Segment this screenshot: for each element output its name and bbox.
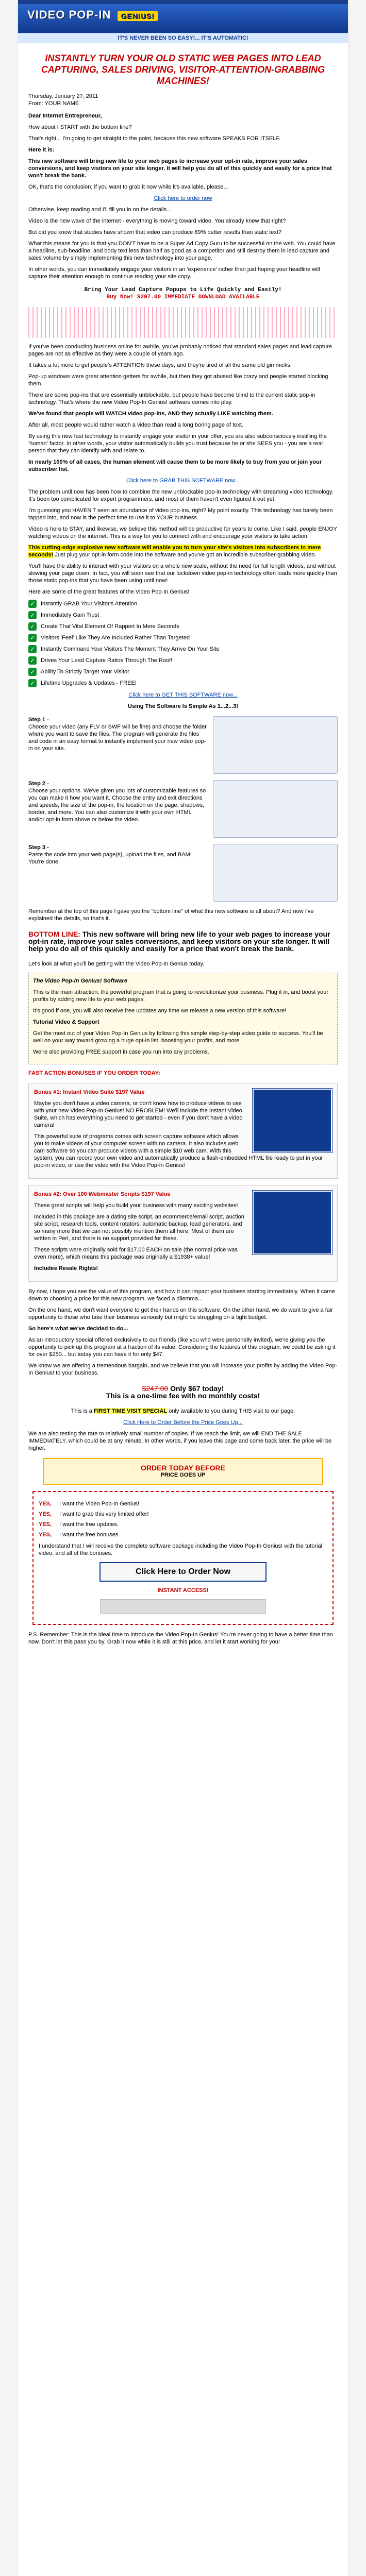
price-new: Only $67 today! xyxy=(170,1384,224,1393)
date: Thursday, January 27, 2011 xyxy=(28,93,98,99)
logo-genius: GENIUS! xyxy=(118,11,157,21)
features-list xyxy=(28,600,338,687)
order-item xyxy=(39,1500,327,1507)
bonus-2-p2: Included in this package are a dating site script, an ecommerce/email script, auction site script, research tools, content rotators, automatic backup, lead generators, and so many more that we can not possibly mention them all here. Most of them are written in Perl, and there is no support provided for these. xyxy=(34,1214,244,1242)
first-visit xyxy=(28,1408,338,1415)
intro-p1: That's right... I'm going to get straight to the point, because this new software SPEAKS FOR ITSELF. xyxy=(28,135,281,142)
first-visit-suffix: only available to you during THIS visit to our page. xyxy=(169,1408,295,1414)
step-1-label: Step 1 - xyxy=(28,717,49,723)
intro-p7: What this means for you is that you DON'T have to be a Super Ad Copy Guru to be successful on the web. You could have a headline, sub-headline, and body text less than half as good as a competitor and still destroy them in lead capture and sales volume by simply implementing this new technology into your page. xyxy=(28,241,336,261)
first-visit-prefix: This is a xyxy=(71,1408,92,1414)
closing-bold: So here's what we've decided to do... xyxy=(28,1326,128,1332)
banner-line1: ORDER TODAY BEFORE xyxy=(141,1464,225,1472)
bonus-1-price: $197 Value xyxy=(115,1089,145,1095)
feature-row xyxy=(28,611,338,619)
bonus-2-p4: Includes Resale Rights! xyxy=(34,1265,98,1272)
step-2 xyxy=(28,780,338,838)
price-line xyxy=(28,1385,338,1399)
header xyxy=(18,4,348,33)
problem-p6: Here are some of the great features of the Video Pop-In Genius! xyxy=(28,589,190,595)
bonus-1-p1: Maybe you don't have a video camera, or don't know how to produce videos to use with your new Video Pop-In Genius! NO PROBLEM! We'll include the Instant Video Suite, which has everything you need to get started - even if you don't have a video camera! xyxy=(34,1100,243,1128)
package-p1: This is the main attraction; the powerful program that is going to revolutionize your business. Plug it in, and boost your profits by adding new life to your web pages. xyxy=(33,989,328,1003)
step-3-screenshot xyxy=(213,844,338,902)
greeting: Dear Internet Entrepreneur, xyxy=(28,113,102,119)
bonus-1-p2: This powerful suite of programs comes with screen capture software which allows you to make videos of your computer screen with no camera. It also includes web cam software so you can produce videos with a simple $10 web cam. With this system, you can record your own video and automatically produce a flash-embedded HTML file ready to put in your pop-in video, or use the video with the Video Pop-In Genius! xyxy=(34,1133,323,1168)
closing-p2: On the one hand, we don't want everyone to get their hands on this software. On the other hand, we do want to give a fair opportunity to those who take their business seriously but might be struggling on a tight budget. xyxy=(28,1307,333,1320)
content xyxy=(18,43,348,1656)
step-1-text: Choose your video (any FLV or SWF will be fine) and choose the folder where you want to save the files. The program will generate the files and code in an easy format to instantly implement your new video pop-in on your site. xyxy=(28,724,207,752)
feature-row xyxy=(28,634,338,642)
intro-p2: Here it is: xyxy=(28,147,55,153)
bonus-1 xyxy=(28,1083,338,1179)
bonus-2-image xyxy=(253,1191,332,1255)
intro-p5: Video is the new wave of the internet - everything is moving toward video. You already knew that right? xyxy=(28,218,286,224)
middle-p3: Pop-up windows were great attention getters for awhile, but then they got abused like crazy and people started blocking them. xyxy=(28,374,328,387)
yes-label: YES, xyxy=(39,1511,52,1517)
grab-software-link[interactable]: Click here to GRAB THIS SOFTWARE now... xyxy=(126,478,240,484)
bonus-2-price: $197 Value xyxy=(141,1191,171,1197)
check-icon: ✓ xyxy=(28,656,37,665)
feature-row xyxy=(28,679,338,687)
package-subtitle: Tutorial Video & Support xyxy=(33,1019,99,1025)
pitch-main: Bring Your Lead Capture Popups to Life Quickly and Easily! xyxy=(84,287,282,293)
feature-text: Instantly Command Your Visitors The Moment They Arrive On Your Site xyxy=(41,646,220,652)
remember: Remember at the top of this page I gave you the "bottom line" of what this new software is all about? And now I've explained the details, so that's it. xyxy=(28,908,314,922)
problem-p1: The problem until now has been how to combine the new unblockable pop-in technology with streaming video technology. It's been too complicated for expert programmers, and most of them haven't even figured it out yet. xyxy=(28,489,334,502)
yes-label: YES, xyxy=(39,1521,52,1528)
intro-p4: Otherwise, keep reading and I'll fill you in on the details... xyxy=(28,207,172,213)
step-2-label: Step 2 - xyxy=(28,781,49,787)
from: From: YOUR NAME xyxy=(28,100,79,107)
page xyxy=(18,0,348,2576)
order-item-text: I want to grab this very limited offer! xyxy=(59,1511,149,1517)
steps xyxy=(28,716,338,902)
check-icon: ✓ xyxy=(28,679,37,687)
problem-p2: I'm guessing you HAVEN'T seen an abundance of video pop-ins, right? My point exactly. This technology has barely been tapped into, and now is the perfect time to use it to YOUR business. xyxy=(28,507,333,521)
check-icon: ✓ xyxy=(28,600,37,608)
package-title: The Video Pop-In Genius! Software xyxy=(33,978,127,984)
feature-text: Instantly GRAB Your Visitor's Attention xyxy=(41,601,138,607)
fast-action: FAST ACTION BONUSES IF YOU ORDER TODAY: xyxy=(28,1070,160,1076)
step-3-label: Step 3 - xyxy=(28,844,49,851)
order-item-text: I want the free updates. xyxy=(59,1521,119,1528)
price-old: $247.00 xyxy=(142,1384,169,1393)
order-item-text: I want the free bonuses. xyxy=(59,1532,120,1538)
price-limited: This is a one-time fee with no monthly costs! xyxy=(106,1392,260,1400)
problem-p5: You'll have the ability to interact with your visitors on a whole new scale, without the need for full length videos, and without slowing your page down. In fact, you will soon see that our lockdown video pop-in technology often loads more quickly than those static pop-ins that you have been using until now! xyxy=(28,563,337,584)
step-3-text: Paste the code into your web page(s), upload the files, and BAM! You're done. xyxy=(28,852,192,865)
feature-text: Drives Your Lead Capture Ratios Through The Roof! xyxy=(41,657,173,664)
intro-p3: OK, that's the conclusion; if you want to grab it now while it's available, please... xyxy=(28,184,228,190)
order-item-text: I want the Video Pop-In Genius! xyxy=(59,1501,140,1507)
header-logo xyxy=(27,8,158,22)
pitch-sub: Buy Now! $297.00 IMMEDIATE DOWNLOAD AVAILABLE xyxy=(106,294,260,300)
closing-p1: By now, I hope you see the value of this program, and how it can impact your business starting immediately. When it came down to choosing a price for this new program, we faced a dilemma... xyxy=(28,1289,335,1302)
middle-p6: By using this new fast technology to instantly engage your visitor in your offer, you are also subconsciously instilling the 'human' factor. In other words, your visitor automatically builds you trust because he or she SEES you - you are a real person that they can identify with and relate to. xyxy=(28,433,327,454)
feature-row xyxy=(28,645,338,653)
feature-text: Ability To Strictly Target Your Visitor xyxy=(41,669,129,675)
check-icon: ✓ xyxy=(28,668,37,676)
pitch-line xyxy=(28,286,338,301)
instant-access: INSTANT ACCESS! xyxy=(157,1587,209,1594)
order-item xyxy=(39,1511,327,1518)
bottom-line-text: This new software will bring new life to your web pages to increase your opt-in rate, improve your sales conversions, and keep visitors on your site longer. It will help you do all of this quickly and easily for a price that won't break the bank. xyxy=(28,930,330,953)
order-now-link-1[interactable]: Click here to order now xyxy=(154,195,212,201)
feature-text: Create That Vital Element Of Rapport In Mere Seconds xyxy=(41,623,179,630)
get-software-link[interactable]: Click here to GET THIS SOFTWARE now... xyxy=(128,692,238,698)
order-item xyxy=(39,1531,327,1538)
ps: P.S. Remember: This is the ideal time to introduce the Video Pop-In Genius! You're never going to have a better time than now. Don't let this pass you by. Grab it now while it is still at this price, and let it start working for you! xyxy=(28,1632,333,1645)
yes-label: YES, xyxy=(39,1532,52,1538)
package-p4: We're also providing FREE support in case you run into any problems. xyxy=(33,1049,209,1055)
intro-p8: In other words, you can immediately engage your visitors in an 'experience' rather than just hoping your headline will capture their attention enough to continue reading your site copy. xyxy=(28,266,320,280)
feature-text: Lifetime Upgrades & Updates - FREE! xyxy=(41,680,137,686)
step-2-screenshot xyxy=(213,780,338,838)
meta xyxy=(28,93,338,107)
package-p2: It's good if one, you will also receive free updates any time we release a new version of this software! xyxy=(33,1008,287,1014)
top-bar xyxy=(18,0,348,4)
problem-p3: Video is here to STAY, and likewise, we believe this method will be productive for years to come. Like I said, people ENJOY watching videos on the internet. This is a way for you to connect with and encourage your visitors to take action. xyxy=(28,526,337,539)
middle-p1: If you've been conducting business online for awhile, you've probably noticed that standard sales pages and lead capture pages are not as effective as they were a couple of years ago. xyxy=(28,344,332,357)
logo-main: VIDEO POP-IN xyxy=(27,8,111,21)
step-2-text: Choose your options. We've given you lots of customizable features so you can make it how you want it. Choose the entry and exit directions and speeds, the size of the pop-in, the location on the page, shadows, border, and more. You can also customize it with your own HTML and/or opt-in form above or below the video. xyxy=(28,788,206,823)
order-banner xyxy=(43,1458,323,1485)
intro-q1: How about I START with the bottom line? xyxy=(28,124,132,130)
bottom-line xyxy=(28,930,338,952)
check-icon: ✓ xyxy=(28,611,37,619)
closing-p3: As an introductory special offered exclusively to our friends (like you who were personally invited), we're giving you the opportunity to pick up this program at a fraction of its value. Considering the features of this program, we could be asking it for over $250... but today you can have it for only $47. xyxy=(28,1337,336,1358)
bonus-1-image xyxy=(253,1089,332,1153)
first-visit-highlight: FIRST TIME VISIT SPECIAL xyxy=(93,1408,168,1414)
middle-p7: In nearly 100% of all cases, the human element will cause them to be more likely to buy from you or join your subscriber list. xyxy=(28,459,322,472)
package-box xyxy=(28,973,338,1064)
yes-label: YES, xyxy=(39,1501,52,1507)
payment-badges xyxy=(100,1599,266,1614)
feature-text: Immediately Gain Trust xyxy=(41,612,99,618)
order-before-price-link[interactable]: Click Here to Order Before the Price Goes Up... xyxy=(123,1419,243,1426)
decorative-dots xyxy=(28,307,338,338)
tagline-bar: IT'S NEVER BEEN SO EASY!... IT'S AUTOMATIC! xyxy=(18,33,348,43)
bonus-2-p1: These great scripts will help you build your business with many exciting websites! xyxy=(34,1202,238,1209)
step-3 xyxy=(28,844,338,902)
price-p5: We are also testing the rate to relatively small number of copies. If we reach the limit, we will END THE SALE IMMEDIATELY, which could be at any minute. In other words, if you leave this page and come back later, the price will be higher. xyxy=(28,1431,332,1451)
order-note: I understand that I will receive the complete software package including the Video Pop-In Genius! with the tutorial video, and all of the bonuses. xyxy=(39,1543,323,1556)
middle-p4: There are some pop-ins that are essentially unblockable, but people have become blind to the current static pop-in technology. That's where the new Video Pop-In Genius! software comes into play. xyxy=(28,392,315,405)
feature-row xyxy=(28,656,338,665)
order-box xyxy=(32,1491,334,1625)
closing-p4: We know we are offering a tremendous bargain, and we believe that you will increase your profits by adding the Video Pop-In Genius! to your business. xyxy=(28,1363,338,1376)
bonus-2-title: Bonus #2: Over 100 Webmaster Scripts xyxy=(34,1191,140,1197)
order-now-button[interactable]: Click Here to Order Now xyxy=(99,1562,267,1582)
intro-p6: But did you know that studies have shown that video can produce 89% better results than static text? xyxy=(28,229,282,235)
feature-text: Visitors 'Feel' Like They Are Included Rather Than Targeted xyxy=(41,635,190,641)
step-1-screenshot xyxy=(213,716,338,774)
package-p3: Get the most out of your Video Pop-In Genius by following this simple step-by-step video guide to success. You'll be well on your way toward growing a huge opt-in list, boosting your profits, and more. xyxy=(33,1030,323,1044)
look-at: Let's look at what you'll be getting with the Video Pop-In Genius today. xyxy=(28,961,205,967)
feature-row xyxy=(28,668,338,676)
feature-row xyxy=(28,600,338,608)
banner-line2: PRICE GOES UP xyxy=(160,1472,206,1478)
middle-p2: It takes a lot more to get people's ATTENTION these days, and they're tired of all the same old gimmicks. xyxy=(28,362,292,368)
problem-p4: Just plug your opt-in form code into the software and you've got an incredible subscriber-grabbing video. xyxy=(55,552,317,558)
steps-title: Using The Software Is Simple As 1...2...3! xyxy=(127,703,239,709)
step-1 xyxy=(28,716,338,774)
order-item xyxy=(39,1521,327,1528)
bonus-2-p3: These scripts were originally sold for $17.00 EACH on sale (the normal price was even more), which means this package was originally a $1938+ value! xyxy=(34,1247,238,1260)
bottom-line-label: BOTTOM LINE: xyxy=(28,930,80,938)
check-icon: ✓ xyxy=(28,634,37,642)
middle-bold1: We've found that people will WATCH video pop-ins, AND they actually LIKE watching them. xyxy=(28,411,273,417)
middle-p5: After all, most people would rather watch a video than read a long boring page of text. xyxy=(28,422,244,428)
bonus-2 xyxy=(28,1185,338,1282)
bonus-1-title: Bonus #1: Instant Video Suite xyxy=(34,1089,114,1095)
headline: INSTANTLY TURN YOUR OLD STATIC WEB PAGES INTO LEAD CAPTURING, SALES DRIVING, VISITOR-ATTENTION-GRABBING MACHINES! xyxy=(41,53,325,86)
intro-bold1: This new software will bring new life to your web pages to increase your opt-in rate, improve your sales conversions, and keep visitors on your site longer. It will help you do all of this quickly and easily for a price that won't break the bank. xyxy=(28,158,332,179)
check-icon: ✓ xyxy=(28,622,37,631)
problem-yellow: This cutting-edge explosive new software will enable you to turn your site's visitors into subscribers in mere seconds! xyxy=(28,545,321,558)
feature-row xyxy=(28,622,338,631)
check-icon: ✓ xyxy=(28,645,37,653)
